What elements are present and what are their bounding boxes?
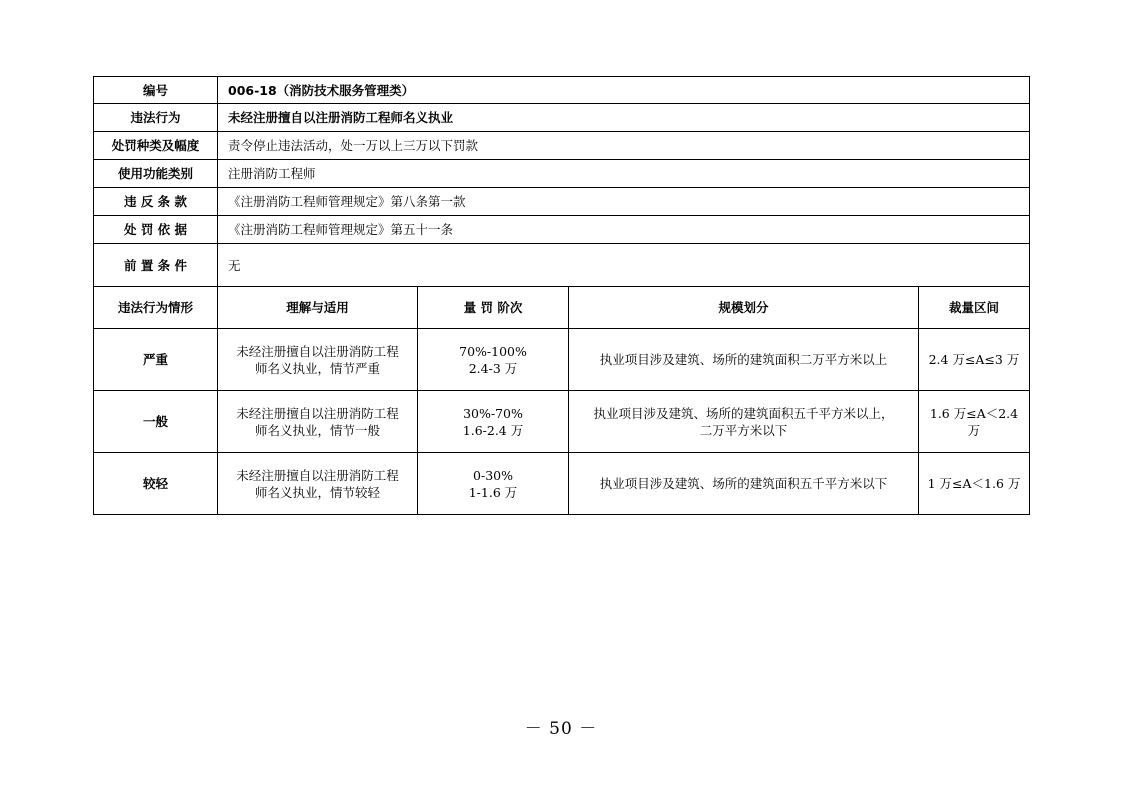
value-penalty-basis: 《注册消防工程师管理规定》第五十一条 — [218, 216, 1030, 244]
application-line: 师名义执业，情节较轻 — [254, 484, 380, 500]
situation-cell: 严重 — [94, 329, 218, 391]
row-penalty-type — [94, 132, 1030, 160]
level-percent: 30%-70% — [463, 405, 523, 421]
row-precondition — [94, 244, 1030, 287]
label-code: 编号 — [94, 77, 218, 104]
level-cell — [418, 329, 569, 391]
label-violation: 违法行为 — [94, 104, 218, 132]
table-row — [94, 453, 1030, 515]
application-line: 未经注册擅自以注册消防工程 — [236, 343, 399, 359]
range-line: 1.6 万≤A＜2.4 — [929, 405, 1019, 421]
level-cell — [418, 391, 569, 453]
header-scale: 规模划分 — [569, 287, 919, 329]
row-code — [94, 77, 1030, 104]
row-function-category — [94, 160, 1030, 188]
level-cell — [418, 453, 569, 515]
application-line: 师名义执业，情节严重 — [254, 360, 380, 376]
situation-cell: 较轻 — [94, 453, 218, 515]
header-situation: 违法行为情形 — [94, 287, 218, 329]
label-precondition: 前 置 条 件 — [94, 244, 218, 287]
application-line: 师名义执业，情节一般 — [254, 422, 380, 438]
application-line: 未经注册擅自以注册消防工程 — [236, 467, 399, 483]
label-penalty-type: 处罚种类及幅度 — [94, 132, 218, 160]
scale-cell — [569, 329, 919, 391]
header-application: 理解与适用 — [218, 287, 418, 329]
penalty-table — [93, 76, 1030, 515]
value-violated-clause: 《注册消防工程师管理规定》第八条第一款 — [218, 188, 1030, 216]
value-violation: 未经注册擅自以注册消防工程师名义执业 — [218, 104, 1030, 132]
situation-cell: 一般 — [94, 391, 218, 453]
range-cell — [919, 453, 1030, 515]
label-violated-clause: 违 反 条 款 — [94, 188, 218, 216]
scale-cell — [569, 391, 919, 453]
level-amount: 1.6-2.4 万 — [462, 422, 524, 438]
scale-line: 执业项目涉及建筑、场所的建筑面积五千平方米以下 — [599, 476, 888, 491]
application-line: 未经注册擅自以注册消防工程 — [236, 405, 399, 421]
level-amount: 2.4-3 万 — [468, 360, 518, 376]
label-penalty-basis: 处 罚 依 据 — [94, 216, 218, 244]
value-precondition: 无 — [218, 244, 1030, 287]
value-code: 006-18（消防技术服务管理类） — [218, 77, 1030, 104]
range-cell — [919, 391, 1030, 453]
table-row — [94, 329, 1030, 391]
range-line: 1 万≤A＜1.6 万 — [927, 476, 1021, 491]
scale-cell — [569, 453, 919, 515]
value-penalty-type: 责令停止违法活动，处一万以上三万以下罚款 — [218, 132, 1030, 160]
application-cell — [218, 453, 418, 515]
table-row — [94, 391, 1030, 453]
scale-line: 执业项目涉及建筑、场所的建筑面积五千平方米以上， — [593, 405, 894, 421]
range-line: 2.4 万≤A≤3 万 — [928, 352, 1020, 367]
row-violation — [94, 104, 1030, 132]
page-number: － 50 － — [524, 719, 598, 739]
header-level: 量 罚 阶次 — [418, 287, 569, 329]
scale-line: 执业项目涉及建筑、场所的建筑面积二万平方米以上 — [599, 352, 888, 367]
value-function-category: 注册消防工程师 — [218, 160, 1030, 188]
row-penalty-basis — [94, 216, 1030, 244]
level-amount: 1-1.6 万 — [468, 484, 518, 500]
row-violated-clause — [94, 188, 1030, 216]
level-percent: 70%-100% — [459, 343, 527, 359]
header-range: 裁量区间 — [919, 287, 1030, 329]
label-function-category: 使用功能类别 — [94, 160, 218, 188]
range-line: 万 — [967, 422, 981, 438]
level-percent: 0-30% — [473, 467, 513, 483]
scale-line: 二万平方米以下 — [699, 422, 788, 438]
application-cell — [218, 391, 418, 453]
application-cell — [218, 329, 418, 391]
grid-header-row — [94, 287, 1030, 329]
range-cell — [919, 329, 1030, 391]
